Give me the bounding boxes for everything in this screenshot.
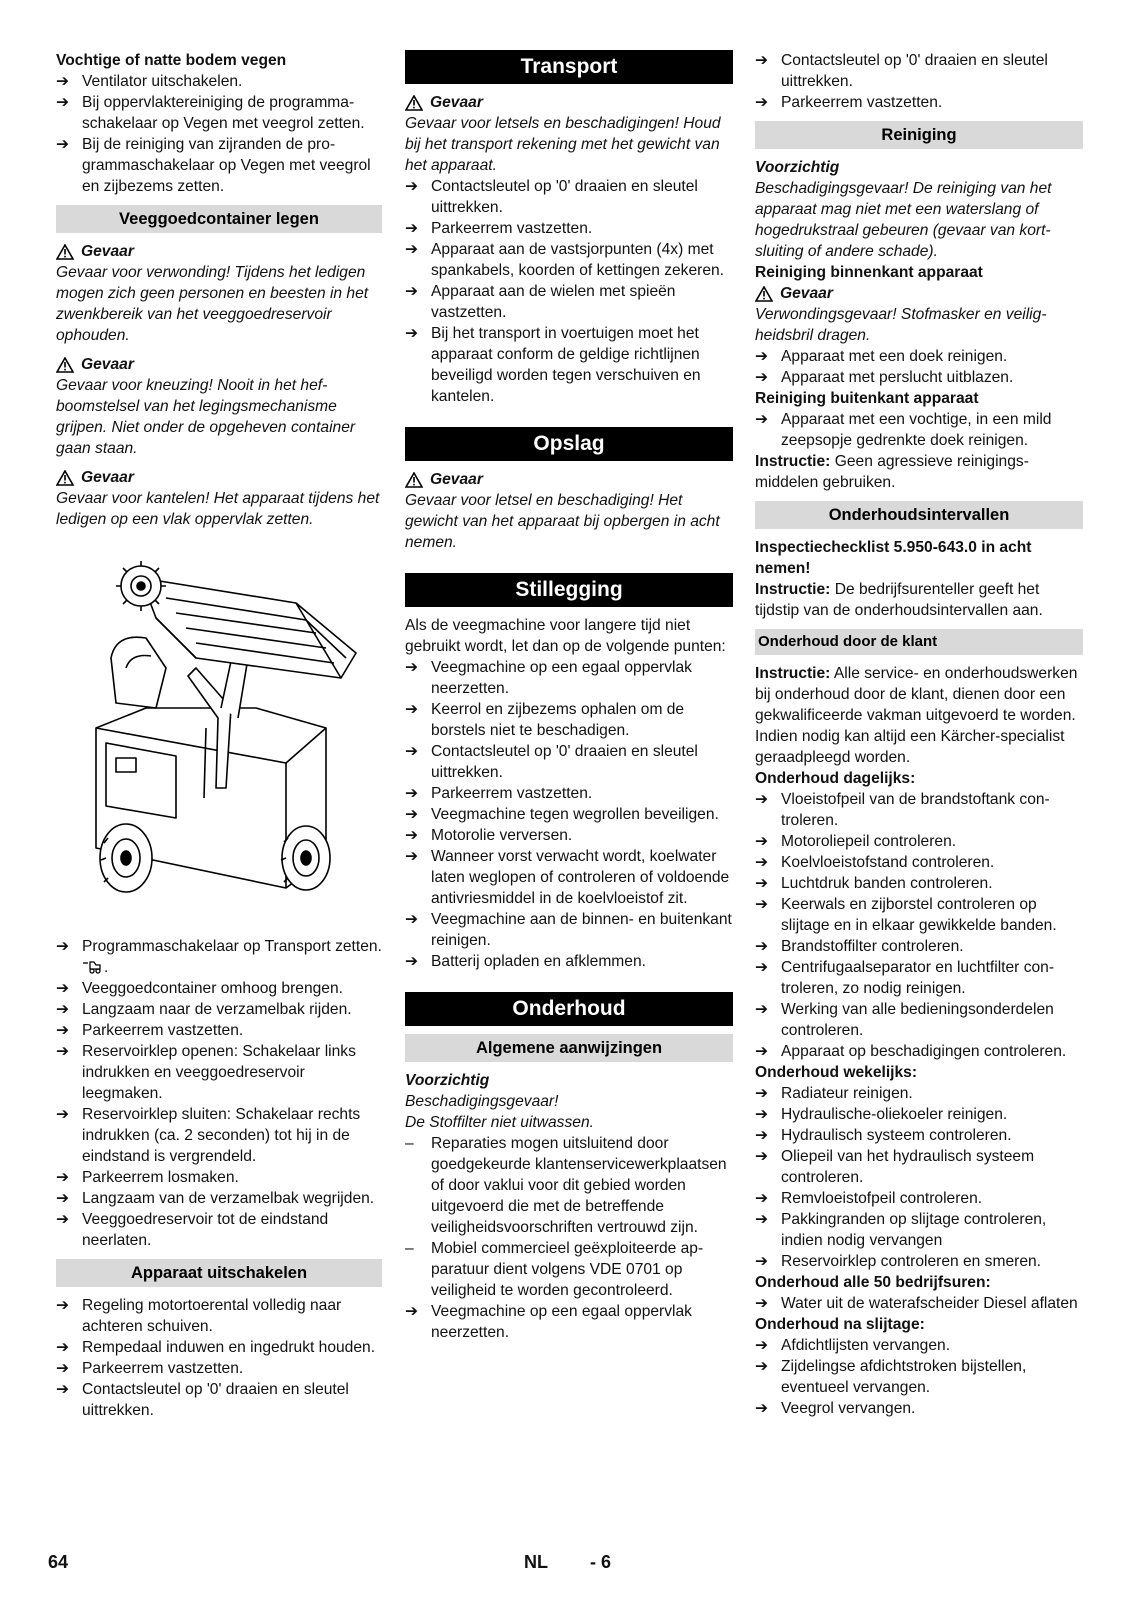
arrow-right-icon: ➔ [56, 1381, 70, 1398]
arrow-right-icon: ➔ [405, 806, 419, 823]
intro-text: Als de veegmachine voor langere tijd niet gebruikt wordt, let dan op de volgende punten: [405, 617, 726, 655]
warning-label: Gevaar [56, 467, 382, 488]
step-item: ➔ Contactsleutel op '0' draaien en sleutel uittrekken. [755, 52, 1048, 90]
step-item: ➔ Batterij opladen en afklemmen. [405, 953, 646, 970]
step-item: ➔ Apparaat met perslucht uitblazen. [755, 369, 1014, 386]
step-item: ➔ Remvloeistofpeil controleren. [755, 1190, 983, 1207]
step-item: ➔ Bij oppervlaktereiniging de programmaschakelaar op Vegen met veegrol zetten. [56, 94, 365, 132]
step-item: ➔ Programmaschakelaar op Transport zetten. . [56, 938, 382, 976]
step-item: ➔ Parkeerrem vastzetten. [56, 1360, 244, 1377]
section-heading: Onderhoud wekelijks: [755, 1064, 918, 1081]
step-item: ➔ Parkeerrem vastzetten. [56, 1022, 244, 1039]
step-item: ➔ Contactsleutel op '0' draaien en sleutel uittrekken. [405, 743, 698, 781]
arrow-right-icon: ➔ [405, 325, 419, 342]
arrow-right-icon: ➔ [755, 1295, 769, 1312]
step-item: ➔ Parkeerrem vastzetten. [405, 785, 593, 802]
step-item: ➔ Veeggoedreservoir tot de eindstand neerlaten. [56, 1211, 329, 1249]
warning-text: Verwondingsgevaar! Stofmasker en veiligheidsbril dragen. [755, 306, 1047, 344]
instruction-text: Instructie: De bedrijfsurenteller geeft het tijdstip van de onderhoudsintervallen aan. [755, 581, 1043, 619]
step-item: ➔ Afdichtlijsten vervangen. [755, 1337, 951, 1354]
arrow-right-icon: ➔ [405, 283, 419, 300]
chapter-title: Stillegging [405, 573, 733, 607]
arrow-right-icon: ➔ [755, 1106, 769, 1123]
instruction-text: Instructie: Alle service- en onderhoudswerken bij onderhoud door de klant, dienen door een gekwalificeerde vakman uitgevoerd te worden. Indien nodig kan altijd een Kärcher-specialist geraadpleegd worden. [755, 665, 1078, 766]
step-item: ➔ Parkeerrem losmaken. [56, 1169, 239, 1186]
arrow-right-icon: ➔ [56, 73, 70, 90]
arrow-right-icon: ➔ [405, 911, 419, 928]
warning-triangle-icon [56, 470, 74, 486]
warning-label: Gevaar [405, 469, 733, 490]
step-item: ➔ Veegrol vervangen. [755, 1400, 916, 1417]
warning-triangle-icon [405, 95, 423, 111]
sub-page-number: - 6 [590, 1552, 612, 1572]
arrow-right-icon: ➔ [755, 1211, 769, 1228]
step-item: ➔ Parkeerrem vastzetten. [405, 220, 593, 237]
step-item: ➔ Centrifugaalseparator en luchtfilter controleren, zo nodig reinigen. [755, 959, 1055, 997]
arrow-right-icon: ➔ [56, 94, 70, 111]
step-item: ➔ Werking van alle bedieningsonderdelen controleren. [755, 1001, 1054, 1039]
step-item: ➔ Veegmachine op een egaal oppervlak neerzetten. [405, 1303, 692, 1341]
step-item: ➔ Water uit de waterafscheider Diesel aflaten [755, 1295, 1078, 1312]
arrow-right-icon: ➔ [56, 938, 70, 955]
step-item: ➔ Contactsleutel op '0' draaien en sleutel uittrekken. [405, 178, 698, 216]
step-item: ➔ Bij het transport in voertuigen moet het apparaat conform de geldige richtlijnen beveiligd worden tegen verschuiven en kantelen. [405, 325, 701, 405]
column-middle [405, 50, 733, 1343]
arrow-right-icon: ➔ [56, 1022, 70, 1039]
step-item: ➔ Langzaam naar de verzamelbak rijden. [56, 1001, 352, 1018]
arrow-right-icon: ➔ [755, 854, 769, 871]
step-item: ➔ Keerwals en zijborstel controleren op slijtage en in elkaar gewikkelde banden. [755, 896, 1057, 934]
step-item: ➔ Regeling motortoerental volledig naar achteren schuiven. [56, 1297, 342, 1335]
step-item: ➔ Brandstoffilter controleren. [755, 938, 964, 955]
section-title: Reiniging [755, 121, 1083, 149]
arrow-right-icon: ➔ [755, 1358, 769, 1375]
arrow-right-icon: ➔ [755, 1253, 769, 1270]
step-item: ➔ Apparaat aan de wielen met spieën vastzetten. [405, 283, 676, 321]
step-item: ➔ Veegmachine op een egaal oppervlak neerzetten. [405, 659, 692, 697]
step-item: ➔ Zijdelingse afdichtstroken bijstellen, eventueel vervangen. [755, 1358, 1027, 1396]
arrow-right-icon: ➔ [755, 94, 769, 111]
step-item: ➔ Parkeerrem vastzetten. [755, 94, 943, 111]
step-item: ➔ Reservoirklep openen: Schakelaar links indrukken en veeggoedreservoir leegmaken. [56, 1043, 356, 1102]
chapter-title: Opslag [405, 427, 733, 461]
caution-label: Voorzichtig [755, 159, 840, 176]
arrow-right-icon: ➔ [755, 411, 769, 428]
arrow-right-icon: ➔ [56, 1106, 70, 1123]
chapter-title: Onderhoud [405, 992, 733, 1026]
arrow-right-icon: ➔ [405, 1303, 419, 1320]
step-item: ➔ Apparaat met een vochtige, in een mild zeepsopje gedrenkte doek reinigen. [755, 411, 1052, 449]
arrow-right-icon: ➔ [755, 791, 769, 808]
section-heading: Inspectiechecklist 5.950-643.0 in acht nemen! [755, 539, 1032, 577]
section-heading: Onderhoud na slijtage: [755, 1316, 925, 1333]
page-number: 64 [48, 1552, 69, 1572]
step-item: ➔ Apparaat met een doek reinigen. [755, 348, 1008, 365]
arrow-right-icon: ➔ [405, 659, 419, 676]
arrow-right-icon: ➔ [755, 896, 769, 913]
warning-triangle-icon [405, 472, 423, 488]
warning-text: Gevaar voor verwonding! Tijdens het ledigen mogen zich geen personen en beesten in het zwenkbereik van het veeggoedreservoir ophouden. [56, 264, 369, 344]
arrow-right-icon: ➔ [56, 1360, 70, 1377]
arrow-right-icon: ➔ [755, 959, 769, 976]
column-right [755, 50, 1083, 1419]
section-title: Algemene aanwijzingen [405, 1034, 733, 1062]
step-item: ➔ Pakkingranden op slijtage controleren, indien nodig vervangen [755, 1211, 1047, 1249]
arrow-right-icon: ➔ [755, 938, 769, 955]
warning-label: Gevaar [56, 241, 382, 262]
arrow-right-icon: ➔ [56, 1211, 70, 1228]
arrow-right-icon: ➔ [405, 848, 419, 865]
arrow-right-icon: ➔ [56, 1297, 70, 1314]
step-item: ➔ Reservoirklep sluiten: Schakelaar rechts indrukken (ca. 2 seconden) tot hij in de eindstand is vergrendeld. [56, 1106, 361, 1165]
arrow-right-icon: ➔ [755, 1190, 769, 1207]
warning-text: Gevaar voor letsels en beschadigingen! Houd bij het transport rekening met het gewicht van het apparaat. [405, 115, 721, 174]
step-item: ➔ Veegmachine tegen wegrollen beveiligen. [405, 806, 719, 823]
step-item: ➔ Koelvloeistofstand controleren. [755, 854, 995, 871]
step-item: ➔ Radiateur reinigen. [755, 1085, 913, 1102]
step-item: ➔ Reservoirklep controleren en smeren. [755, 1253, 1042, 1270]
arrow-right-icon: ➔ [405, 827, 419, 844]
step-item: ➔ Oliepeil van het hydraulisch systeem controleren. [755, 1148, 1035, 1186]
section-heading: Onderhoud alle 50 bedrijfsuren: [755, 1274, 991, 1291]
warning-triangle-icon [56, 244, 74, 260]
section-title: Onderhoud door de klant [755, 629, 1083, 655]
transport-mode-icon [82, 960, 104, 974]
arrow-right-icon: ➔ [755, 1148, 769, 1165]
warning-label: Gevaar [405, 92, 733, 113]
arrow-right-icon: ➔ [405, 743, 419, 760]
section-heading: Onderhoud dagelijks: [755, 770, 916, 787]
arrow-right-icon: ➔ [755, 348, 769, 365]
arrow-right-icon: ➔ [56, 1169, 70, 1186]
sweeper-illustration [56, 558, 382, 918]
arrow-right-icon: ➔ [56, 1190, 70, 1207]
step-item: ➔ Contactsleutel op '0' draaien en sleutel uittrekken. [56, 1381, 349, 1419]
warning-text: Gevaar voor kantelen! Het apparaat tijdens het ledigen op een vlak oppervlak zetten. [56, 490, 380, 528]
warning-text: Gevaar voor letsel en beschadiging! Het gewicht van het apparaat bij opbergen in acht nemen. [405, 492, 720, 551]
warning-triangle-icon [755, 286, 773, 302]
arrow-right-icon: ➔ [56, 1043, 70, 1060]
section-heading: Vochtige of natte bodem vegen [56, 52, 287, 69]
arrow-right-icon: ➔ [755, 1400, 769, 1417]
caution-text: De Stoffilter niet uitwassen. [405, 1114, 594, 1131]
column-left [56, 50, 382, 1421]
warning-triangle-icon [56, 357, 74, 373]
step-item: ➔ Apparaat op beschadigingen controleren. [755, 1043, 1067, 1060]
step-item: ➔ Langzaam van de verzamelbak wegrijden. [56, 1190, 375, 1207]
arrow-right-icon: ➔ [755, 1001, 769, 1018]
instruction-text: Instructie: Geen agressieve reinigingsmiddelen gebruiken. [755, 453, 1029, 491]
step-item: ➔ Hydraulisch systeem controleren. [755, 1127, 1012, 1144]
warning-label: Gevaar [56, 354, 382, 375]
step-item: ➔ Veegmachine aan de binnen- en buitenkant reinigen. [405, 911, 732, 949]
arrow-right-icon: ➔ [56, 1339, 70, 1356]
warning-label: Gevaar [755, 283, 1083, 304]
step-item: ➔ Ventilator uitschakelen. [56, 73, 243, 90]
section-title: Apparaat uitschakelen [56, 1259, 382, 1287]
caution-text: Beschadigingsgevaar! De reiniging van het apparaat mag niet met een waterslang of hogedrukstraal gebeuren (gevaar van kortsluiting of andere schade). [755, 180, 1052, 260]
step-item: ➔ Apparaat aan de vastsjorpunten (4x) met spankabels, koorden of kettingen zekeren. [405, 241, 725, 279]
step-item: ➔ Motorolie verversen. [405, 827, 573, 844]
step-item: ➔ Hydraulische-oliekoeler reinigen. [755, 1106, 1008, 1123]
arrow-right-icon: ➔ [755, 1127, 769, 1144]
arrow-right-icon: ➔ [405, 241, 419, 258]
step-item: ➔ Wanneer vorst verwacht wordt, koelwater laten weglopen of controleren of voldoende antivriesmiddel in de koelvloeistof zit. [405, 848, 730, 907]
arrow-right-icon: ➔ [405, 785, 419, 802]
section-heading: Reiniging buitenkant apparaat [755, 390, 979, 407]
dash-item: – Reparaties mogen uitsluitend door goedgekeurde klantenservicewerkplaatsen of door vaklui voor dit gebied worden uitgevoerd die met de betreffende veiligheidsvoorschriften vertrouwd zijn. [405, 1135, 727, 1236]
step-item: ➔ Bij de reiniging van zijranden de programmaschakelaar op Vegen met veegrol en zijbezems zetten. [56, 136, 371, 195]
arrow-right-icon: ➔ [755, 1337, 769, 1354]
chapter-title: Transport [405, 50, 733, 84]
arrow-right-icon: ➔ [56, 1001, 70, 1018]
arrow-right-icon: ➔ [405, 701, 419, 718]
arrow-right-icon: ➔ [405, 953, 419, 970]
step-item: ➔ Motoroliepeil controleren. [755, 833, 957, 850]
arrow-right-icon: ➔ [755, 1085, 769, 1102]
arrow-right-icon: ➔ [755, 52, 769, 69]
arrow-right-icon: ➔ [405, 178, 419, 195]
arrow-right-icon: ➔ [755, 369, 769, 386]
caution-label: Voorzichtig [405, 1072, 490, 1089]
section-title: Veeggoedcontainer legen [56, 205, 382, 233]
arrow-right-icon: ➔ [755, 875, 769, 892]
step-item: ➔ Luchtdruk banden controleren. [755, 875, 993, 892]
arrow-right-icon: ➔ [405, 220, 419, 237]
step-item: ➔ Keerrol en zijbezems ophalen om de borstels niet te beschadigen. [405, 701, 685, 739]
step-item: ➔ Vloeistofpeil van de brandstoftank controleren. [755, 791, 1050, 829]
warning-text: Gevaar voor kneuzing! Nooit in het hefboomstelsel van het legingsmechanisme grijpen. Niet onder de opgeheven container gaan staan. [56, 377, 356, 457]
arrow-right-icon: ➔ [755, 833, 769, 850]
language-code: NL [524, 1552, 548, 1572]
dash-item: – Mobiel commercieel geëxploiteerde apparatuur dient volgens VDE 0701 op veiligheid te worden gecontroleerd. [405, 1240, 704, 1299]
step-item: ➔ Veeggoedcontainer omhoog brengen. [56, 980, 343, 997]
step-item: ➔ Rempedaal induwen en ingedrukt houden. [56, 1339, 376, 1356]
caution-text: Beschadigingsgevaar! [405, 1093, 559, 1110]
arrow-right-icon: ➔ [755, 1043, 769, 1060]
section-title: Onderhoudsintervallen [755, 501, 1083, 529]
arrow-right-icon: ➔ [56, 980, 70, 997]
arrow-right-icon: ➔ [56, 136, 70, 153]
section-heading: Reiniging binnenkant apparaat [755, 264, 983, 281]
